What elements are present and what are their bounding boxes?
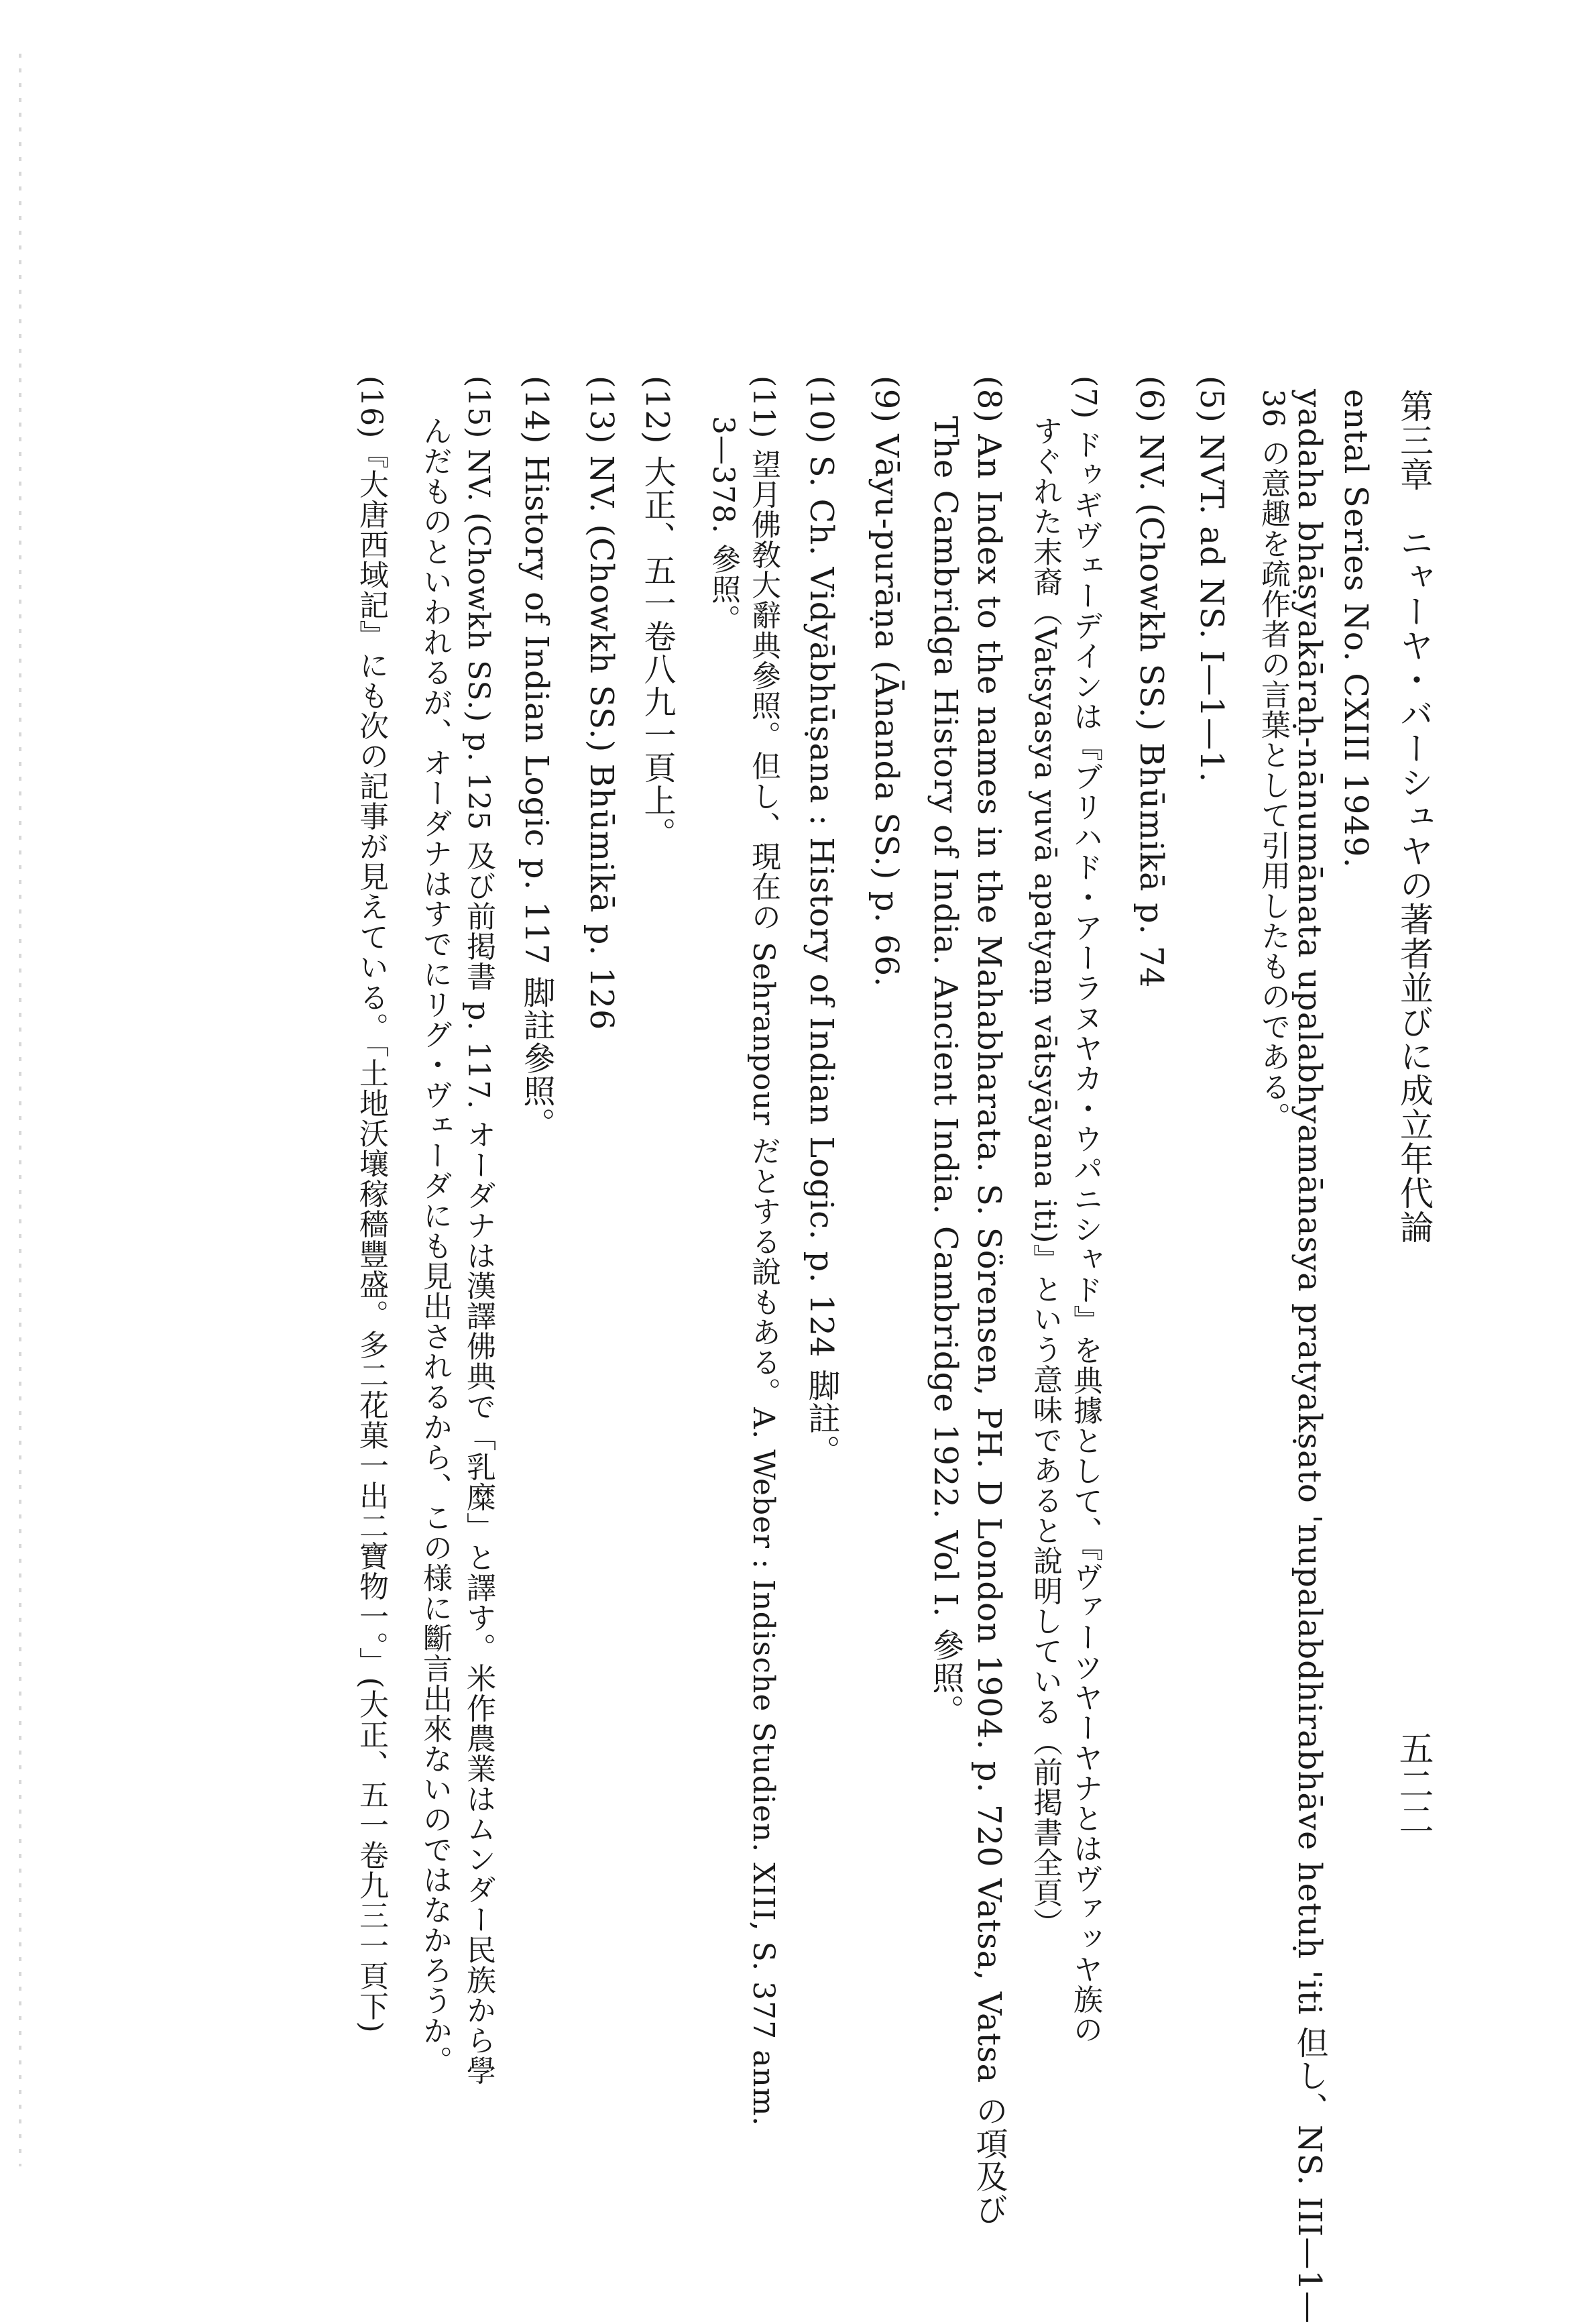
footnote-6: (6) NV. (Chowkh SS.) Bhūmikā p. 74 (1132, 376, 1170, 989)
footnote-16: (16)『大唐西域記』にも次の記事が見えている。「土地沃壤稼穡豐盛。多二花菓一出二寶物一。」(大正、五一卷九三一頁下) (354, 376, 388, 2034)
scan-edge-mark (19, 54, 21, 2166)
footnote-7-continued: すぐれた末裔（Vatsyasya yuvā apatyaṃ vātsyāyana iti)』という意味であると說明している（前掲書全頁） (1028, 416, 1062, 1938)
footnote-11: (11) 望月佛敎大辭典參照。但し、現在の Sehranpour だとする說もある。A. Weber : Indische Studien. XIII, S. 377 anm. (746, 376, 780, 2127)
footnote-7: (7) ドゥギヴェーデインは『ブリハド・アーラヌヤカ・ウパニシャド』を典據として、『ヴァーツヤーヤナとはヴァッヤ族の (1068, 376, 1102, 2045)
footnote-9: (9) Vāyu-purāṇa (Ānanda SS.) p. 66. (868, 376, 905, 988)
footnote-10: (10) S. Ch. Vidyābhūṣana : History of Indian Logic. p. 124 脚註。 (803, 376, 840, 1468)
footnote-14: (14) History of Indian Logic p. 117 脚註參照。 (518, 376, 555, 1140)
footnote-13: (13) NV. (Chowkh SS.) Bhūmikā p. 126 (583, 376, 620, 1031)
footnote-15-continued: んだものといわれるが、オーダナはすでにリグ・ヴェーダにも見出されるから、この様に斷言出來ないのではなかろうか。 (418, 416, 452, 2076)
running-header-title: 第三章 ニャーヤ・バーシュヤの著者並びに成立年代論 (1395, 389, 1434, 1244)
footnote-15: (15) NV. (Chowkh SS.) p. 125 及び前掲書 p. 117. オーダナは漢譯佛典で「乳糜」と譯す。米作農業はムンダー民族から學 (461, 376, 496, 2086)
footnote-5: (5) NVT. ad NS. I—1—1. (1193, 376, 1230, 783)
footnote-12: (12) 大正、五一卷八九一頁上。 (638, 376, 676, 850)
footnote-8: (8) An Index to the names in the Mahabharata. S. Sörensen, PH. D London 1904. p. 720 Vatsa, Vatsa の項及び (970, 376, 1008, 2226)
note-line: yadaha bhāṣyakāraḥ-nānumānata upalabhyamānasya pratyakṣato 'nupalabdhirabhāve hetuḥ 'iti 但し、NS. III—1— (1291, 389, 1328, 2324)
footnote-11-continued: 3—378. 參照。 (706, 416, 740, 634)
note-line: ental Series No. CXIII 1949. (1337, 389, 1375, 869)
footnote-8-continued: The Cambridga History of India. Ancient India. Cambridge 1922. Vol I. 參照。 (927, 416, 964, 1727)
page-number: 五二二 (1393, 1730, 1433, 1837)
note-line: 36 の意趣を疏作者の言葉として引用したものである。 (1256, 389, 1290, 1132)
